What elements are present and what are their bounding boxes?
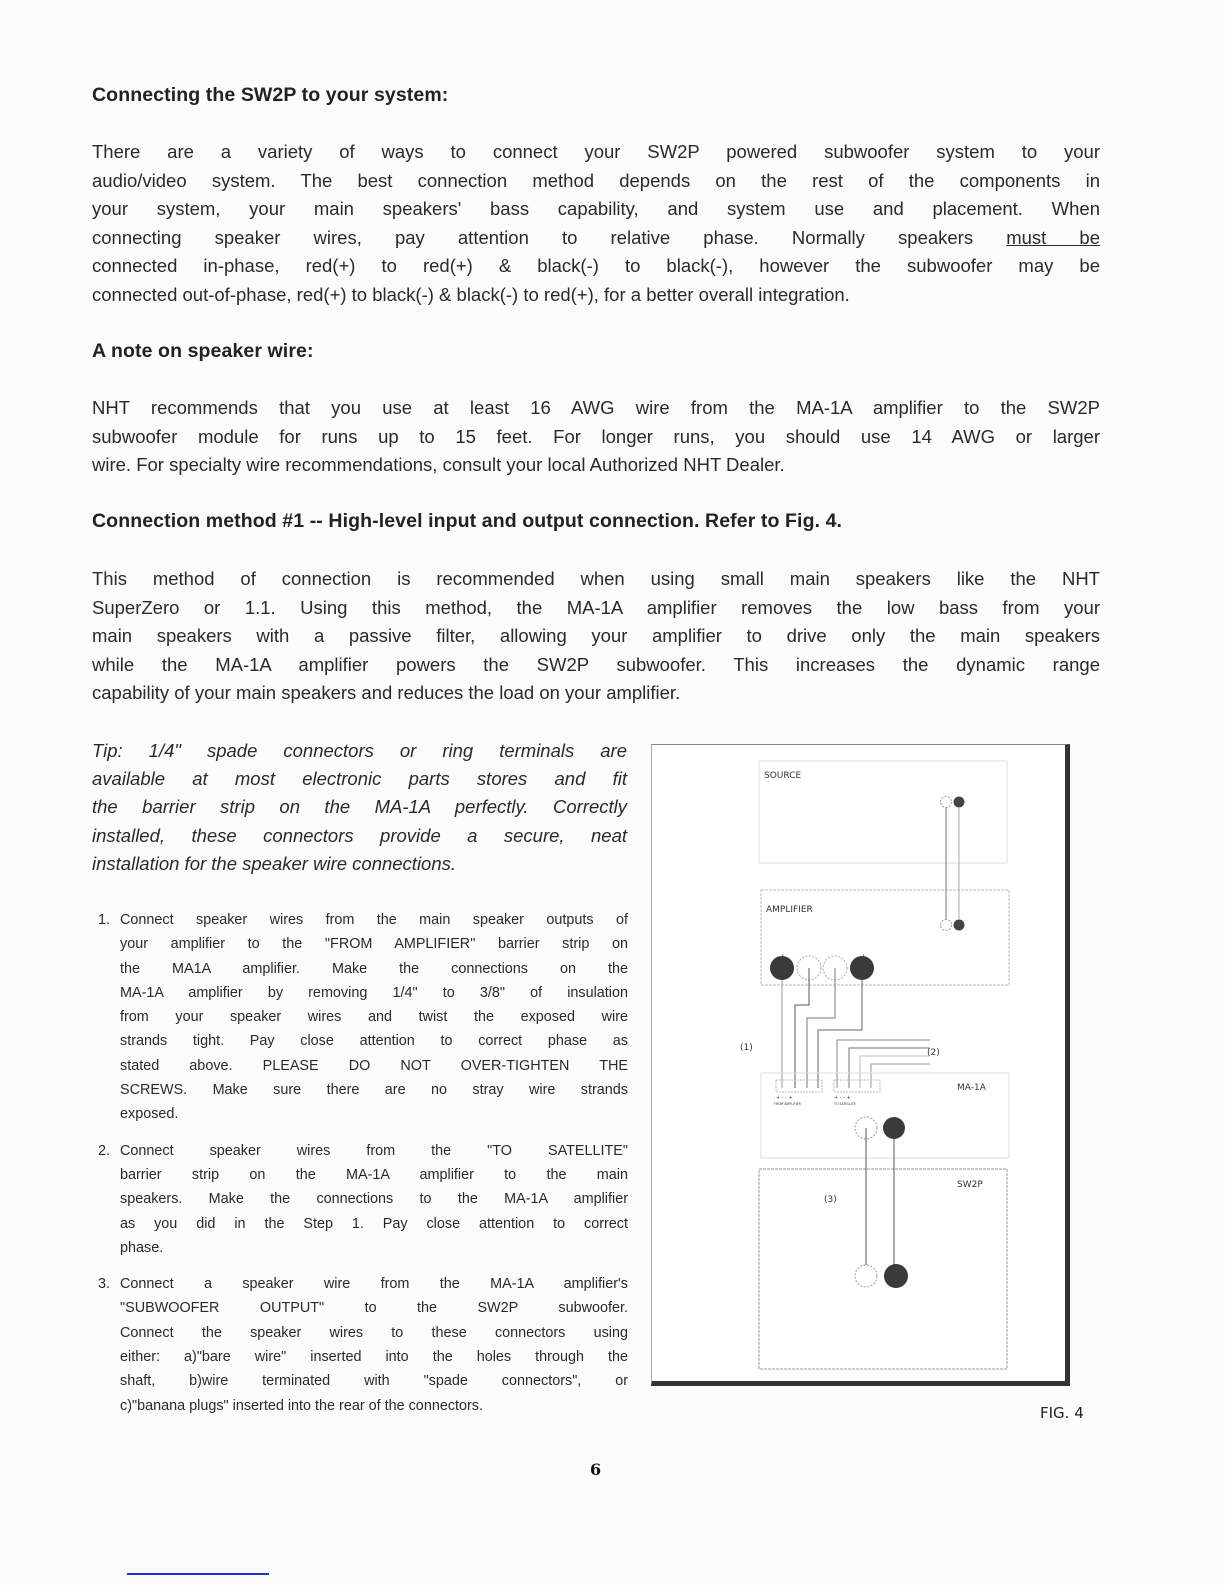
text-line: while the MA-1A amplifier powers the SW2P subwoofer. This increases the dynamic range [92, 653, 1100, 675]
blue-underline-mark [127, 1573, 269, 1575]
text-line: Tip: 1/4" spade connectors or ring terminals are [92, 740, 627, 761]
sw2p-input-positive [884, 1264, 908, 1288]
text-line: stated above. PLEASE DO NOT OVER-TIGHTEN THE [120, 1057, 628, 1074]
sw2p-label: SW2P [957, 1180, 983, 1190]
text-line: Connect a speaker wire from the MA-1A amplifier's [120, 1276, 628, 1293]
to-satellite-label: TO SATELLITE [834, 1102, 856, 1106]
step-number: 1. [98, 912, 111, 928]
figure-caption: FIG. 4 [1040, 1404, 1084, 1422]
text-line: the barrier strip on the MA-1A perfectly. Correctly [92, 796, 627, 818]
underlined-emphasis: must be [1006, 226, 1101, 248]
text-line: Connect speaker wires from the main speaker outputs of [120, 912, 628, 928]
text-line: installed, these connectors provide a secure, neat [92, 824, 627, 846]
sw2p-input-negative [855, 1265, 877, 1287]
text-line: c)"banana plugs" inserted into the rear of the connectors. [120, 1397, 484, 1414]
text-line: NHT recommends that you use at least 16 AWG wire from the MA-1A amplifier to the SW2P [92, 397, 1100, 418]
page-number: 6 [590, 1460, 602, 1479]
amp-speaker-terminal-positive-left [770, 956, 794, 980]
ma1a-label: MA-1A [957, 1083, 986, 1093]
ma1a-sub-output-positive [883, 1117, 905, 1139]
text-line: shaft, b)wire terminated with "spade connectors", or [120, 1373, 628, 1390]
from-amplifier-label: FROM AMPLIFIER [774, 1102, 801, 1106]
step-number: 2. [98, 1142, 111, 1159]
text-line: capability of your main speakers and reduces the load on your amplifier. [92, 682, 681, 704]
step-item-3 [98, 1272, 628, 1418]
text-line: SuperZero or 1.1. Using this method, the MA-1A amplifier removes the low bass from your [92, 596, 1100, 618]
text-line: Connect speaker wires from the "TO SATELLITE" [120, 1142, 628, 1159]
paragraph-speaker-wire [92, 394, 1100, 480]
text-line: from your speaker wires and twist the exposed wire [120, 1009, 628, 1026]
text-line: exposed. [120, 1106, 179, 1123]
amp-input-terminal-negative [941, 920, 952, 931]
text-line: your system, your main speakers' bass capability, and system use and placement. When [92, 198, 1100, 220]
source-terminal-negative [941, 797, 952, 808]
text-line [92, 224, 1100, 253]
text-line: There are a variety of ways to connect your SW2P powered subwoofer system to your [92, 141, 1100, 162]
wiring-diagram-svg [652, 745, 1065, 1381]
step-number: 3. [98, 1276, 111, 1293]
svg-text:+ - - +: + - - + [834, 1095, 851, 1101]
text-line: phase. [120, 1239, 164, 1256]
text-line: audio/video system. The best connection method depends on the rest of the components in [92, 169, 1100, 191]
text-line: installation for the speaker wire connections. [92, 852, 457, 874]
wire-label-2: (2) [927, 1048, 940, 1058]
to-satellite-barrier-strip [834, 1080, 880, 1092]
section-heading-method-1: Connection method #1 -- High-level input and output connection. Refer to Fig. 4. [92, 510, 843, 532]
text-line: either: a)"bare wire" inserted into the holes through the [120, 1349, 628, 1366]
amplifier-label: AMPLIFIER [766, 905, 813, 915]
text-line: available at most electronic parts stores and fit [92, 768, 627, 790]
text-fragment: connecting speaker wires, pay attention to relative phase. Normally speakers [92, 226, 1007, 248]
text-line: connected in-phase, red(+) to red(+) & black(-) to black(-), however the subwoofer may be [92, 255, 1100, 277]
text-line: subwoofer module for runs up to 15 feet. For longer runs, you should use 14 AWG or larger [92, 425, 1100, 447]
section-heading-connecting: Connecting the SW2P to your system: [92, 84, 449, 106]
text-line: Connect the speaker wires to these connectors using [120, 1324, 628, 1341]
wire-label-3: (3) [824, 1195, 837, 1205]
step-item-2 [98, 1139, 628, 1260]
paragraph-method-1 [92, 565, 1100, 708]
step-item-1 [98, 908, 628, 1127]
source-label: SOURCE [764, 771, 802, 781]
tip-callout [92, 737, 627, 878]
text-line: This method of connection is recommended when using small main speakers like the NHT [92, 568, 1100, 589]
from-amplifier-barrier-strip [776, 1080, 822, 1092]
wire-label-1: (1) [740, 1043, 753, 1053]
text-line: the MA1A amplifier. Make the connections on the [120, 960, 628, 977]
text-line: your amplifier to the "FROM AMPLIFIER" barrier strip on [120, 936, 628, 953]
text-line: SCREWS. Make sure there are no stray wire strands [120, 1082, 628, 1099]
sw2p-box [759, 1169, 1007, 1369]
text-line: as you did in the Step 1. Pay close attention to correct [120, 1215, 628, 1232]
text-line: "SUBWOOFER OUTPUT" to the SW2P subwoofer. [120, 1300, 628, 1317]
source-terminal-positive [954, 797, 965, 808]
text-line: MA-1A amplifier by removing 1/4" to 3/8" of insulation [120, 984, 628, 1001]
text-line: strands tight. Pay close attention to correct phase as [120, 1033, 628, 1050]
section-heading-speaker-wire: A note on speaker wire: [92, 340, 314, 362]
paragraph-connecting [92, 138, 1100, 310]
amp-input-terminal-positive [954, 920, 965, 931]
text-line: main speakers with a passive filter, allowing your amplifier to drive only the main speakers [92, 625, 1100, 647]
steps-list [98, 908, 628, 1418]
figure-4-wiring-diagram [651, 744, 1070, 1386]
text-line: wire. For specialty wire recommendations, consult your local Authorized NHT Dealer. [92, 454, 785, 476]
amp-speaker-terminal-positive-right [850, 956, 874, 980]
text-line: speakers. Make the connections to the MA-1A amplifier [120, 1191, 628, 1208]
text-line: connected out-of-phase, red(+) to black(-) & black(-) to red(+), for a better overall integration. [92, 283, 850, 305]
text-line: barrier strip on the MA-1A amplifier to the main [120, 1166, 628, 1183]
svg-text:+ - - +: + - - + [776, 1095, 793, 1101]
